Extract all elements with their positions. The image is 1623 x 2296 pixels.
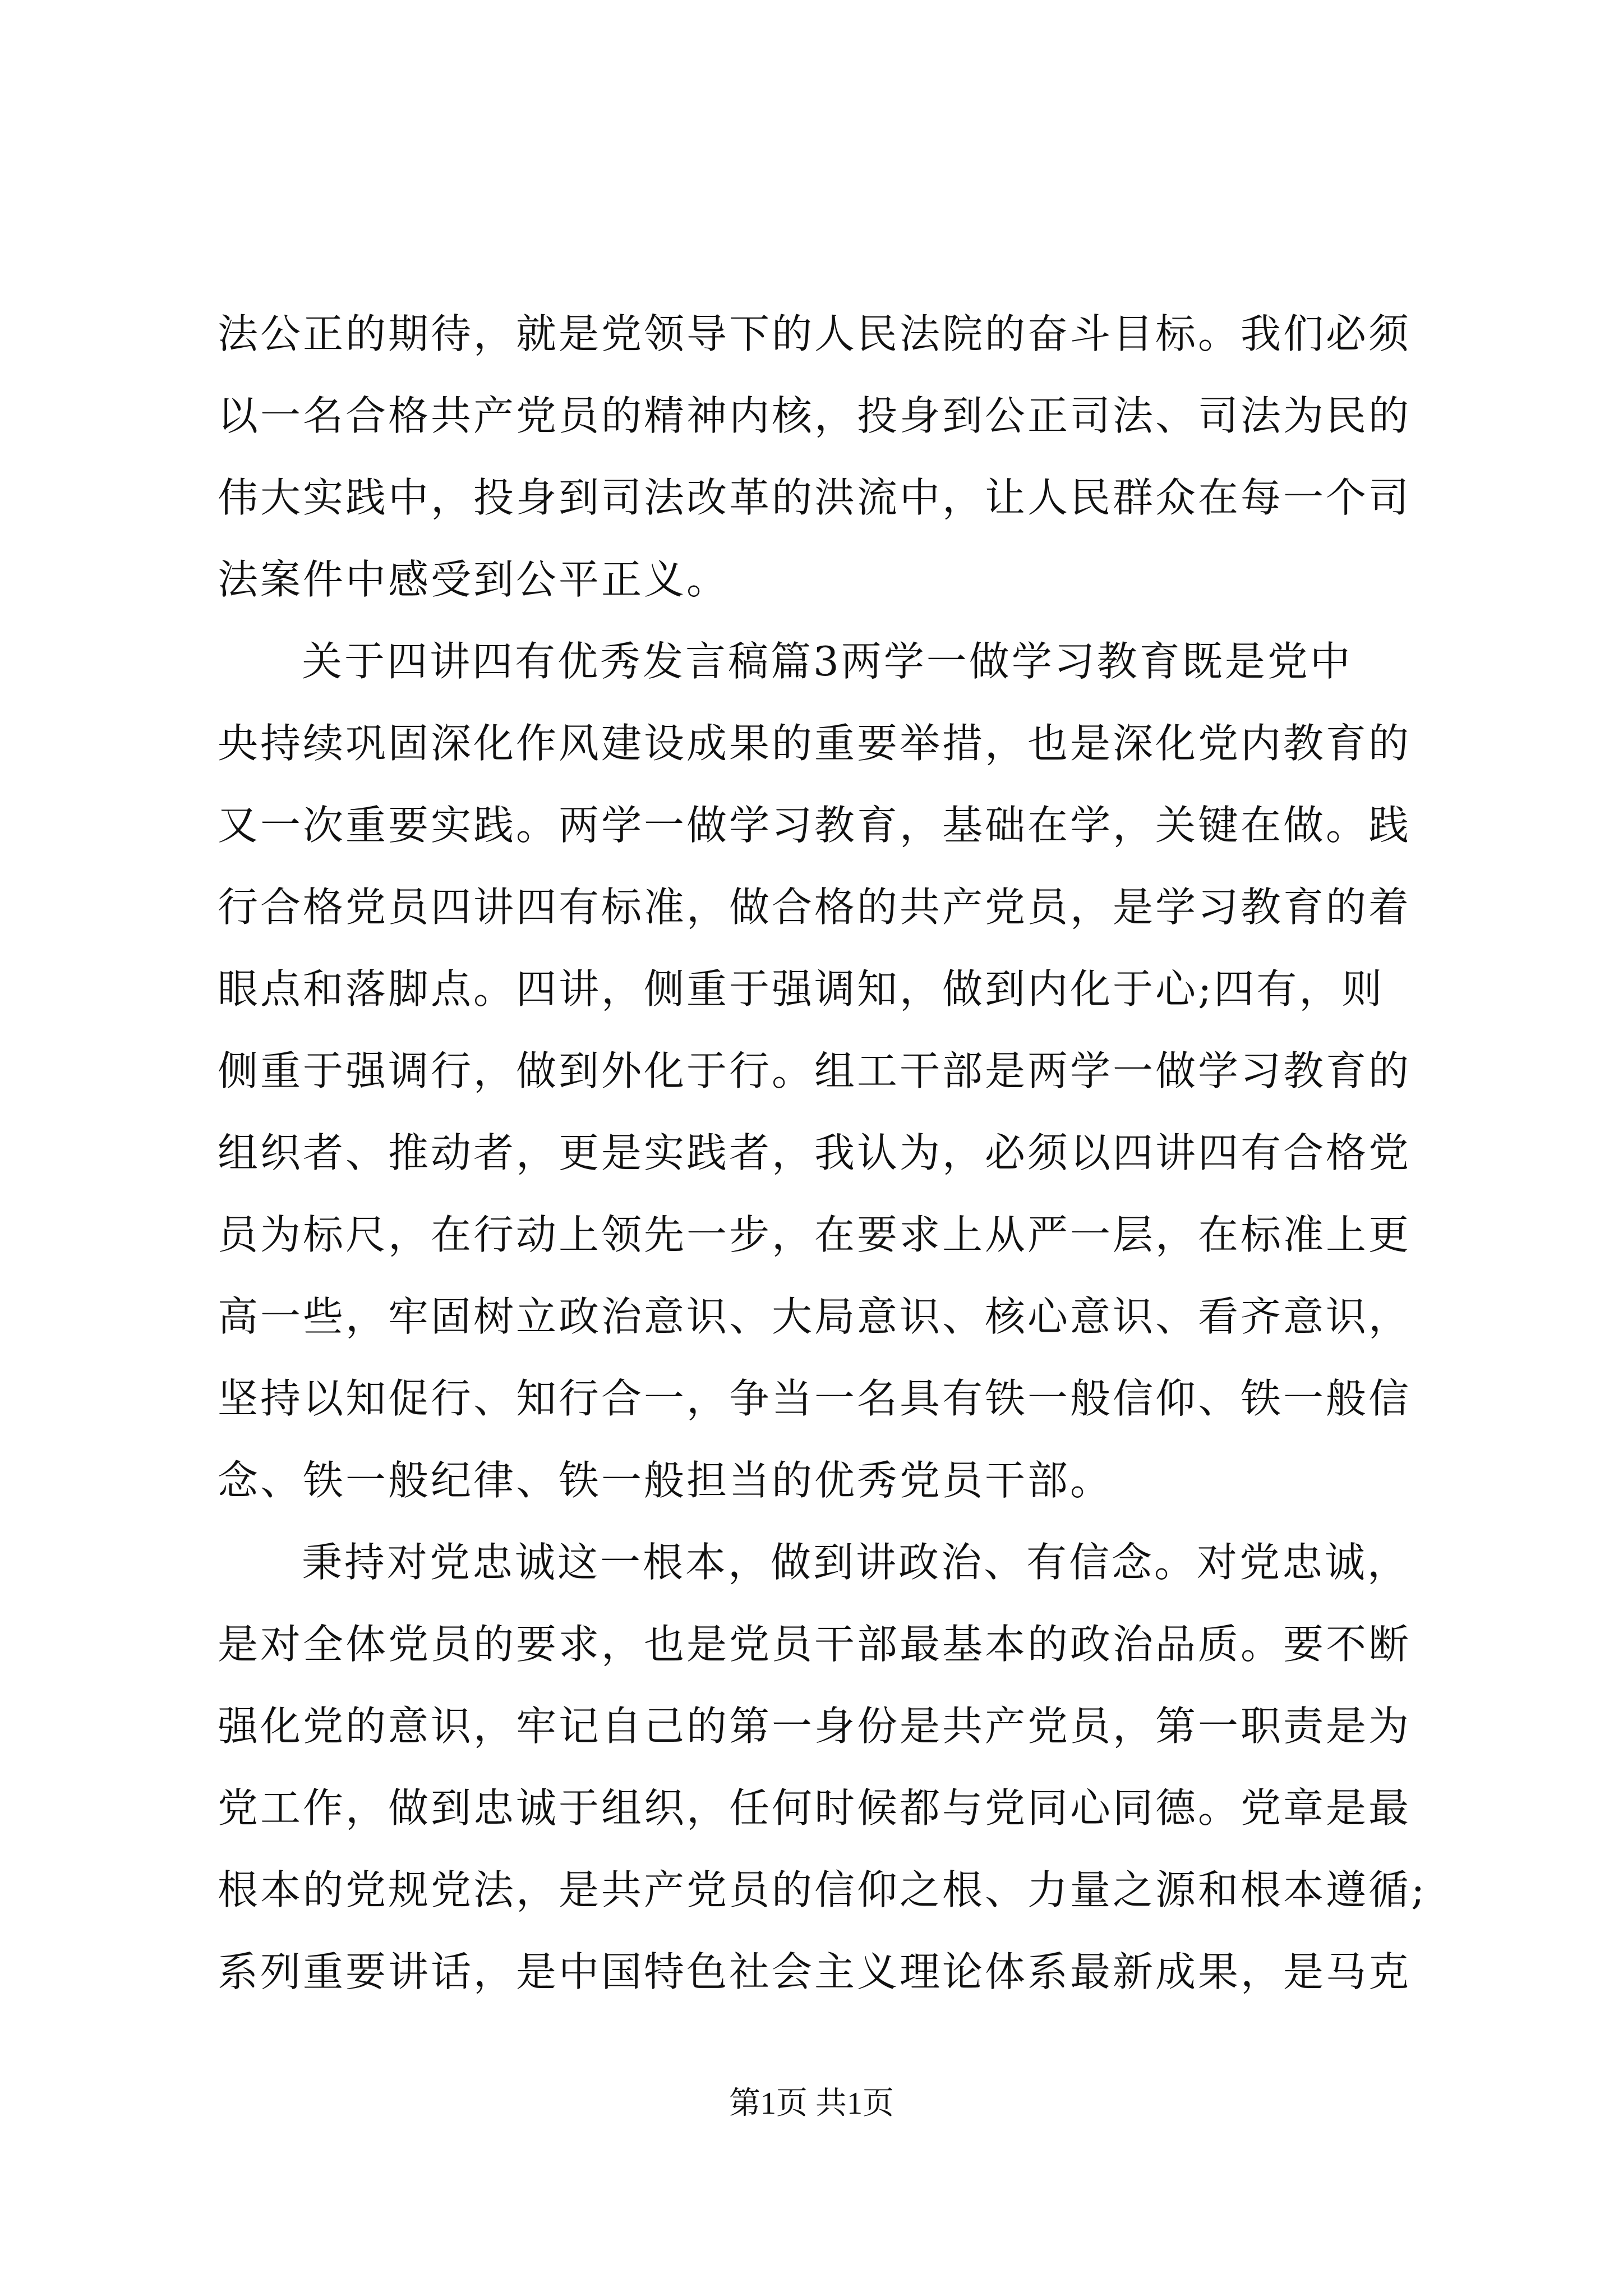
paragraph-3-line-3: 强化党的意识，牢记自己的第一身份是共产党员，第一职责是为	[218, 1703, 1412, 1750]
paragraph-2-line-10: 坚持以知促行、知行合一，争当一名具有铁一般信仰、铁一般信	[218, 1375, 1412, 1422]
paragraph-2-line-9: 高一些，牢固树立政治意识、大局意识、核心意识、看齐意识，	[218, 1293, 1412, 1340]
paragraph-1-line-1: 法公正的期待，就是党领导下的人民法院的奋斗目标。我们必须	[218, 310, 1412, 357]
paragraph-2-line-3: 又一次重要实践。两学一做学习教育，基础在学，关键在做。践	[218, 802, 1412, 849]
paragraph-2-line-8: 员为标尺，在行动上领先一步，在要求上从严一层，在标准上更	[218, 1211, 1412, 1258]
paragraph-1-line-3: 伟大实践中，投身到司法改革的洪流中，让人民群众在每一个司	[218, 474, 1412, 521]
paragraph-2-line-11: 念、铁一般纪律、铁一般担当的优秀党员干部。	[218, 1457, 1113, 1504]
page-footer: 第1页 共1页	[729, 2086, 894, 2121]
paragraph-1-line-4: 法案件中感受到公平正义。	[218, 556, 730, 603]
paragraph-2-line-7: 组织者、推动者，更是实践者，我认为，必须以四讲四有合格党	[218, 1129, 1412, 1176]
paragraph-3-line-1: 秉持对党忠诚这一根本，做到讲政治、有信念。对党忠诚，	[302, 1539, 1410, 1586]
paragraph-2-line-2: 央持续巩固深化作风建设成果的重要举措，也是深化党内教育的	[218, 720, 1412, 767]
paragraph-3-line-4: 党工作，做到忠诚于组织，任何时候都与党同心同德。党章是最	[218, 1784, 1412, 1832]
paragraph-2-line-4: 行合格党员四讲四有标准，做合格的共产党员，是学习教育的着	[218, 884, 1412, 931]
paragraph-3-line-5: 根本的党规党法，是共产党员的信仰之根、力量之源和根本遵循;	[218, 1866, 1427, 1913]
paragraph-2-line-1: 关于四讲四有优秀发言稿篇3两学一做学习教育既是党中	[302, 638, 1353, 685]
paragraph-1-line-2: 以一名合格共产党员的精神内核，投身到公正司法、司法为民的	[218, 392, 1412, 439]
paragraph-3-line-6: 系列重要讲话，是中国特色社会主义理论体系最新成果，是马克	[218, 1948, 1412, 1995]
paragraph-2-line-5: 眼点和落脚点。四讲，侧重于强调知，做到内化于心;四有，则	[218, 965, 1385, 1013]
paragraph-2-line-6: 侧重于强调行，做到外化于行。组工干部是两学一做学习教育的	[218, 1047, 1412, 1094]
paragraph-3-line-2: 是对全体党员的要求，也是党员干部最基本的政治品质。要不断	[218, 1621, 1412, 1668]
